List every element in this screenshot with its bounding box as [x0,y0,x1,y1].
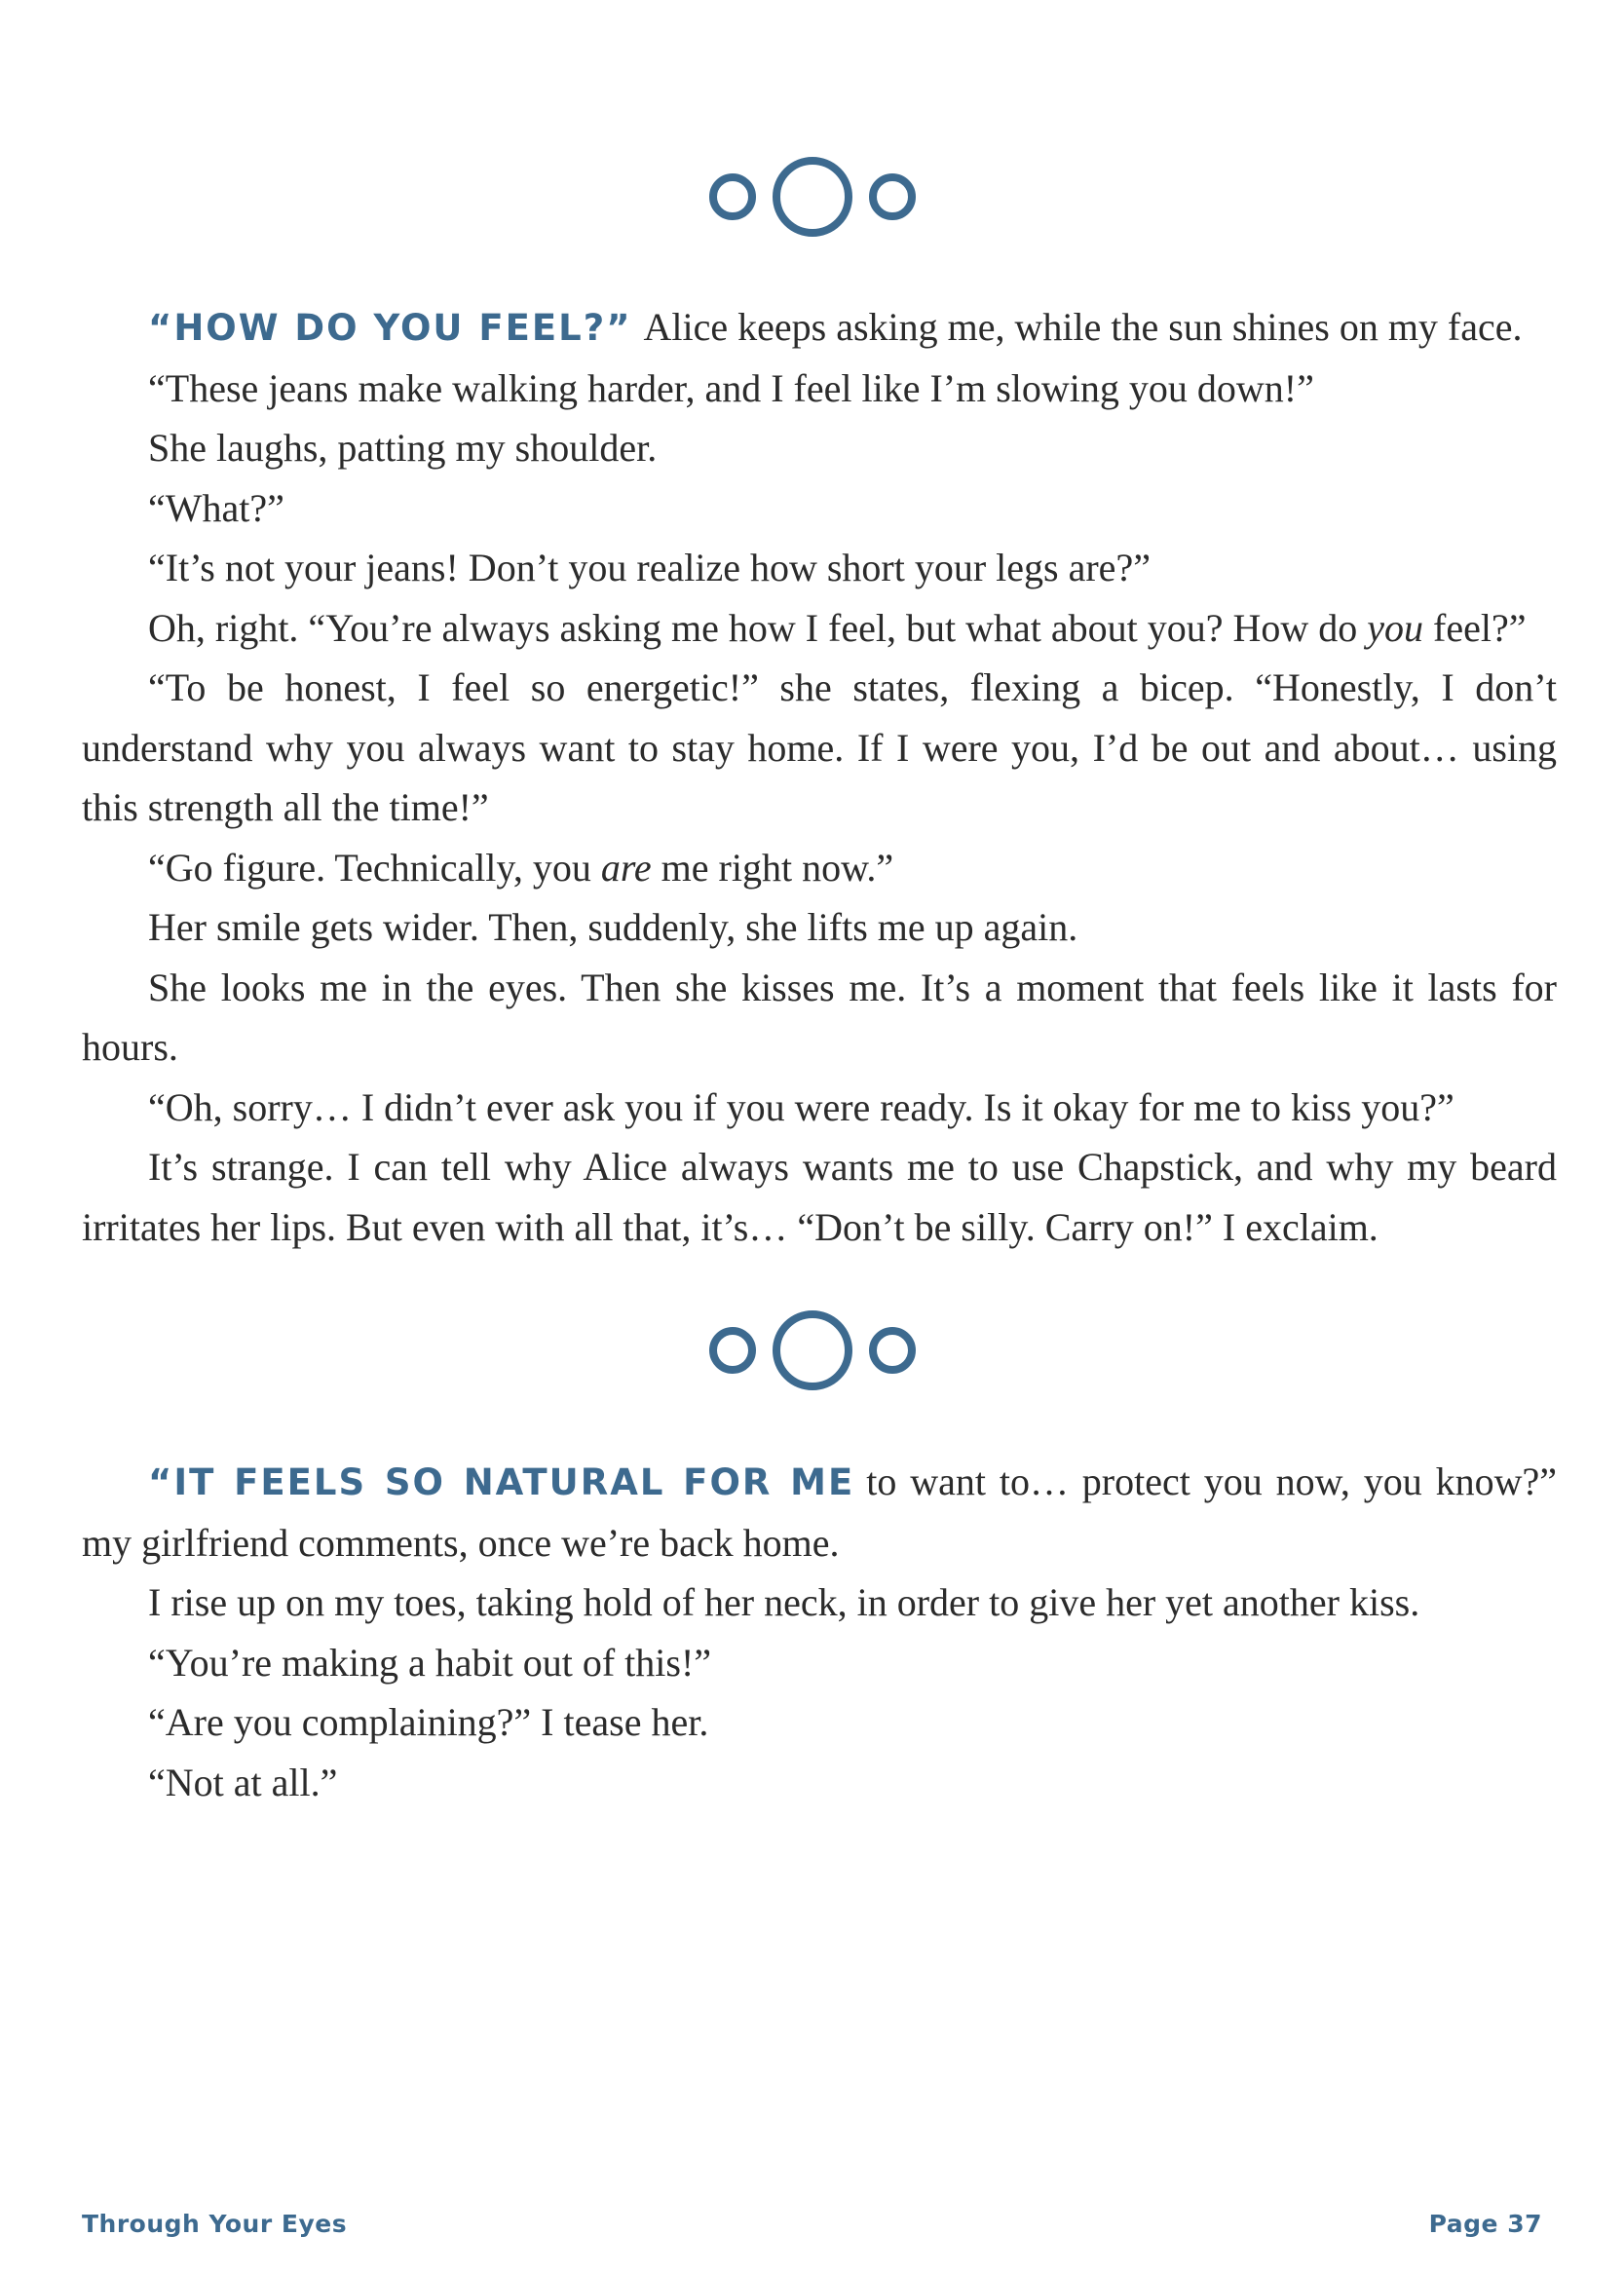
section-divider-ornament [0,152,1624,240]
section-lead-in: “HOW DO YOU FEEL?” [148,307,632,349]
paragraph-text: to want to… protect you now, you know?” my girlfriend comments, once we’re back home. [82,1459,1557,1565]
page-number: Page 37 [1428,2210,1542,2238]
paragraph: It’s strange. I can tell why Alice always wants me to use Chapstick, and why my beard irritates her lips. But even with all that, it’s… “Don’t be silly. Carry on!” I exclaim. [82,1145,1557,1249]
paragraph [82,297,1557,359]
paragraph: “Are you complaining?” I tease her. [148,1700,709,1744]
story-section-1 [82,297,1557,1257]
paragraph: “You’re making a habit out of this!” [148,1640,712,1685]
running-footer-title: Through Your Eyes [82,2210,348,2238]
paragraph-text: feel?” [1423,605,1527,650]
paragraph: “It’s not your jeans! Don’t you realize how short your legs are?” [148,546,1151,589]
section-divider-ornament [0,1306,1624,1393]
paragraph: I rise up on my toes, taking hold of her neck, in order to give her yet another kiss. [148,1580,1420,1624]
paragraph: She looks me in the eyes. Then she kisses me. It’s a moment that feels like it lasts for hours. [82,965,1557,1069]
paragraph [82,838,1557,898]
paragraph: “To be honest, I feel so energetic!” she states, flexing a bicep. “Honestly, I don’t understand why you always want to stay home. If I were you, I’d be out and about… using this strength all the time!” [82,665,1557,829]
paragraph [82,598,1557,659]
paragraph-text: Oh, right. “You’re always asking me how I feel, but what about you? How do [148,605,1368,650]
paragraph-text: me right now.” [651,845,894,890]
section-lead-in: “IT FEELS SO NATURAL FOR ME [148,1461,855,1503]
circles-ornament-icon [686,152,939,240]
paragraph: She laughs, patting my shoulder. [148,426,658,470]
paragraph: “What?” [148,485,284,530]
emphasis-text: you [1367,605,1424,650]
paragraph [82,1452,1557,1573]
story-section-2 [82,1452,1557,1812]
emphasis-text: are [600,845,652,890]
paragraph-text: Alice keeps asking me, while the sun shines on my face. [643,305,1523,349]
paragraph: Her smile gets wider. Then, suddenly, she lifts me up again. [148,905,1078,949]
paragraph: “Oh, sorry… I didn’t ever ask you if you were ready. Is it okay for me to kiss you?” [148,1084,1454,1129]
paragraph: “These jeans make walking harder, and I feel like I’m slowing you down!” [148,365,1314,410]
circles-ornament-icon [686,1306,939,1393]
paragraph: “Not at all.” [148,1760,338,1804]
paragraph-text: “Go figure. Technically, you [148,845,601,890]
